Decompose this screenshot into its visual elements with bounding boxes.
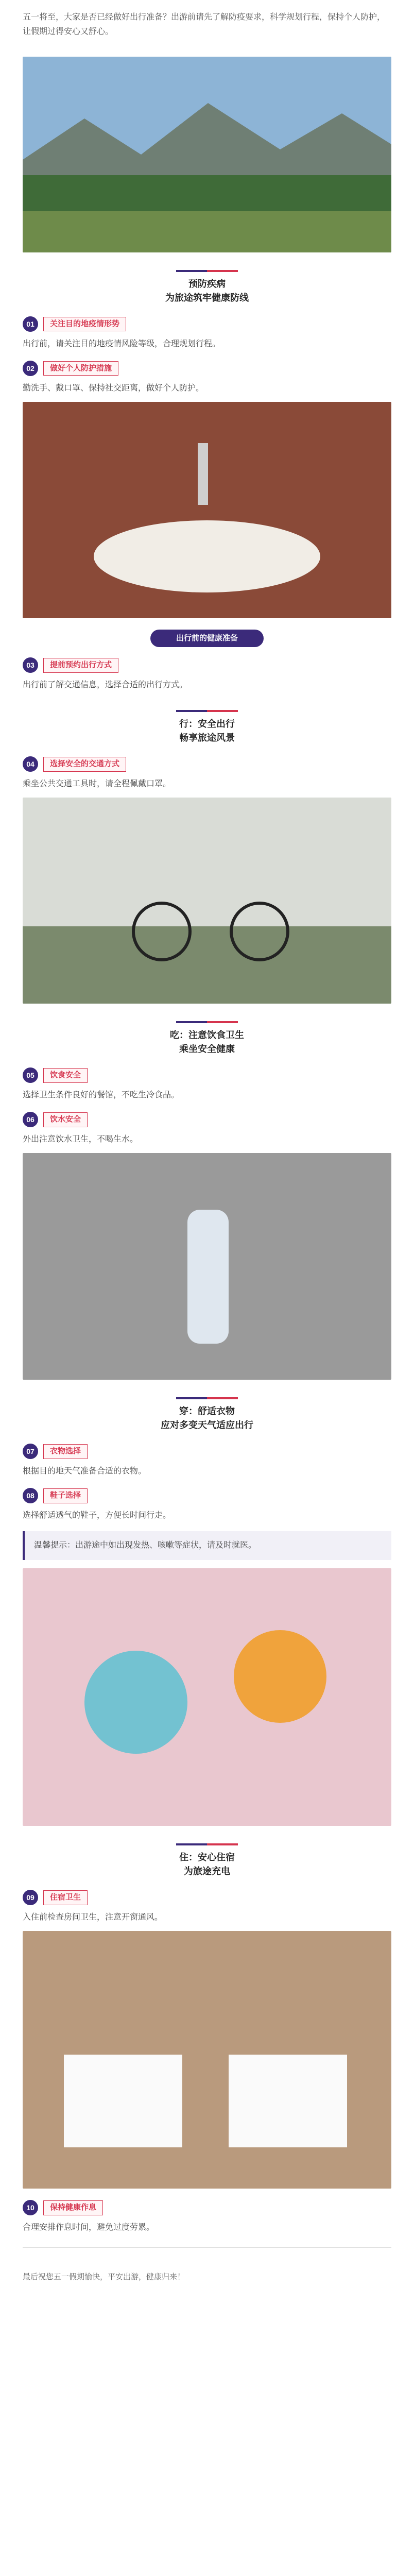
section-head-2: 行：安全出行 畅享旅途风景 bbox=[140, 710, 274, 745]
item-6: 06 饮水安全 bbox=[23, 1112, 391, 1127]
hotel-room-photo bbox=[23, 1931, 391, 2189]
section-head-5: 住：安心住宿 为旅途充电 bbox=[140, 1843, 274, 1878]
section-head-4: 穿：舒适衣物 应对多变天气适应出行 bbox=[140, 1397, 274, 1432]
item-2: 02 做好个人防护措施 bbox=[23, 361, 391, 376]
bicycle-photo bbox=[23, 798, 391, 1004]
article: 五一将至，大家是否已经做好出行准备？出游前请先了解防疫要求，科学规划行程，保持个人防护，让假期过得安心又舒心。 预防疾病 为旅途筑牢健康防线 01 关注目的地疫情形势 出行前，请关注目的地疫情风险等级，合理规划行程。 02 做好个人防护措施 勤洗手、戴口罩、保持社交距离，做好个人防护。 出行前的健康准备 03 提前预约出行方式 出行前了解交通信息，选择合适的出行方式。 行：安全出行 畅享旅途风景 04 选择安全的交通方式 乘坐公共交通工具时，请全程佩戴口罩。 吃：注意饮食卫生 乘坐安全健康 05 饮食安全 选择卫生条件良好的餐馆，不吃生冷食品。 06 饮水安全 外出注意饮水卫生，不喝生水。 穿：舒适衣物 应对多变天气适应出行 07 衣物选择 根据目的地天气准备合适的衣物。 08 鞋子选择 选择舒适透气的鞋子，方便长时间行走。 温馨提示：出游途中如出现发热、咳嗽等症状，请及时就医。 住：安心住宿 为旅途充电 09 住宿卫生 入住前检查房间卫生，注意开窗通风。 10 保持健康作息 合理安排作息时间，避免过度劳累。 最后祝您五一假期愉快，平安出游，健康归来！ bbox=[0, 0, 414, 2326]
item-7: 07 衣物选择 bbox=[23, 1444, 391, 1459]
item-10: 10 保持健康作息 bbox=[23, 2200, 391, 2215]
item-9: 09 住宿卫生 bbox=[23, 1890, 391, 1905]
colorful-items-photo bbox=[23, 1568, 391, 1826]
pill-label: 出行前的健康准备 bbox=[150, 630, 264, 647]
item-3: 03 提前预约出行方式 bbox=[23, 657, 391, 673]
footer-text: 最后祝您五一假期愉快，平安出游，健康归来！ bbox=[23, 2273, 185, 2282]
item-4: 04 选择安全的交通方式 bbox=[23, 756, 391, 772]
item-5: 05 饮食安全 bbox=[23, 1067, 391, 1083]
water-bottle-photo bbox=[23, 1153, 391, 1380]
intro-text: 五一将至，大家是否已经做好出行准备？出游前请先了解防疫要求，科学规划行程，保持个人防护，让假期过得安心又舒心。 bbox=[23, 13, 386, 36]
item-8: 08 鞋子选择 bbox=[23, 1488, 391, 1503]
divider bbox=[23, 2247, 391, 2248]
landscape-photo bbox=[23, 57, 391, 252]
item-1: 01 关注目的地疫情形势 bbox=[23, 316, 391, 332]
section-head-3: 吃：注意饮食卫生 乘坐安全健康 bbox=[140, 1021, 274, 1056]
tips-box: 温馨提示：出游途中如出现发热、咳嗽等症状，请及时就医。 bbox=[23, 1531, 391, 1560]
section-head-1: 预防疾病 为旅途筑牢健康防线 bbox=[140, 270, 274, 305]
handwashing-photo bbox=[23, 402, 391, 618]
